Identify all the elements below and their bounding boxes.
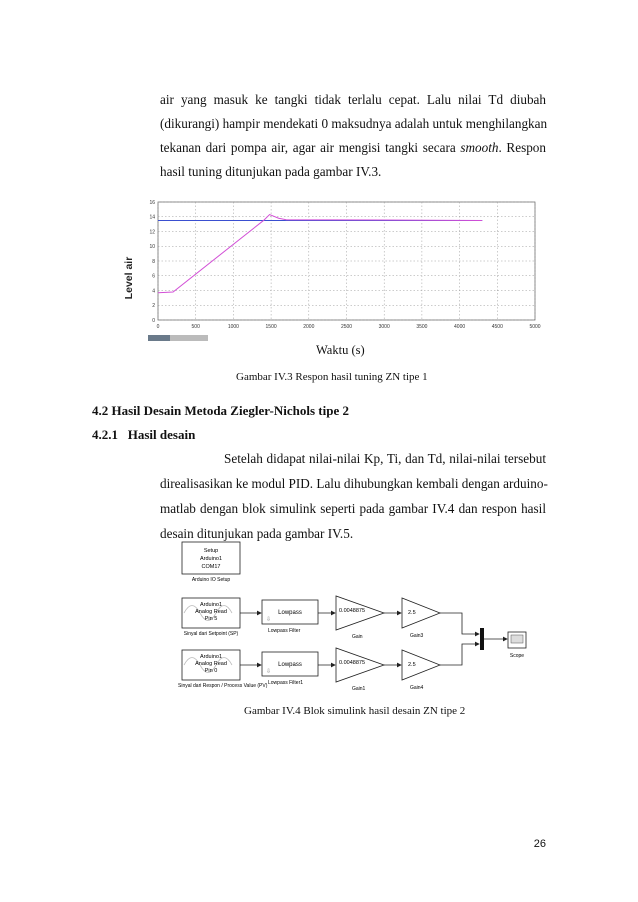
arduino-setup-block xyxy=(182,542,240,583)
y-tick-label: 4 xyxy=(152,288,155,295)
lowpass-label: Lowpass Filter1 xyxy=(268,680,304,686)
x-tick-label: 2000 xyxy=(303,324,315,330)
read-text: Analog Read xyxy=(195,609,227,615)
x-tick-label: 0 xyxy=(156,324,160,330)
gain3-block xyxy=(402,598,440,639)
read-text: Analog Read xyxy=(195,661,227,667)
y-tick-label: 10 xyxy=(149,244,155,251)
text-line: (dikurangi) hampir mendekati 0 maksudnya adalah untuk menghilangkan xyxy=(160,116,548,131)
x-ticks xyxy=(157,324,541,330)
lowpass-filter-2 xyxy=(262,652,318,686)
gain-value: 0.0048875 xyxy=(339,660,365,666)
y-tick-label: 12 xyxy=(149,229,155,236)
lowpass-icon: ⇩ xyxy=(266,617,272,623)
gain-value: 0.0048875 xyxy=(339,608,365,614)
text-line: Setelah didapat nilai-nilai Kp, Ti, dan Td, nilai-nilai tersebut xyxy=(224,451,546,466)
page-number: 26 xyxy=(533,838,546,850)
x-tick-label: 1500 xyxy=(265,324,277,330)
y-tick-label: 8 xyxy=(152,258,155,265)
mux-block xyxy=(480,628,484,650)
gain1-block xyxy=(336,648,384,692)
y-tick-label: 16 xyxy=(149,199,155,206)
read-label: Sinyal dari Setpoint (SP) xyxy=(183,631,239,637)
y-axis-label: Level air xyxy=(123,256,135,300)
gain-label: Gain xyxy=(352,634,363,640)
setup-label: Arduino IO Setup xyxy=(191,577,231,583)
x-axis-label: Waktu (s) xyxy=(316,343,365,357)
y-ticks xyxy=(149,200,155,324)
scope-status-tab xyxy=(148,335,170,341)
text-line: air yang masuk ke tangki tidak terlalu cepat. Lalu nilai Td diubah xyxy=(160,92,546,107)
lowpass-text: Lowpass xyxy=(278,662,302,668)
text-line: desain ditunjukan pada gambar IV.5. xyxy=(160,526,354,541)
setup-text: Setup xyxy=(203,548,219,554)
scope-label: Scope xyxy=(509,653,525,659)
gain-label: Gain1 xyxy=(352,686,366,692)
figure-caption: Gambar IV.3 Respon hasil tuning ZN tipe 1 xyxy=(236,371,428,383)
read-label: Sinyal dari Respon / Process Value (PV) xyxy=(178,683,268,689)
text-line xyxy=(160,140,546,156)
x-tick-label: 1000 xyxy=(227,324,239,330)
scope-block xyxy=(508,632,526,659)
italic-word: smooth xyxy=(460,140,499,155)
y-tick-label: 14 xyxy=(149,214,155,221)
text-line: direalisasikan ke modul PID. Lalu dihubungkan kembali dengan arduino- xyxy=(160,476,548,491)
x-tick-label: 5000 xyxy=(529,324,541,330)
text-line: hasil tuning ditunjukan pada gambar IV.3. xyxy=(160,164,382,179)
read-text: Arduino1 xyxy=(199,602,223,608)
text-span: . Respon xyxy=(498,140,546,155)
setup-text: COM17 xyxy=(201,564,221,570)
x-tick-label: 3000 xyxy=(378,324,390,330)
gain-value: 2.5 xyxy=(408,610,416,616)
lowpass-icon: ⇩ xyxy=(266,669,272,675)
y-tick-label: 2 xyxy=(152,303,155,310)
read-text: Pin 0 xyxy=(204,668,218,674)
lowpass-label: Lowpass Filter xyxy=(268,628,301,634)
text-span: tekanan dari pompa air, agar air mengisi tangki secara xyxy=(160,140,461,155)
y-tick-label: 0 xyxy=(152,317,155,324)
figure-caption: Gambar IV.4 Blok simulink hasil desain ZN tipe 2 xyxy=(244,705,466,717)
read-text: Arduino1 xyxy=(199,654,223,660)
gain4-block xyxy=(402,650,440,691)
x-tick-label: 3500 xyxy=(416,324,428,330)
read-text: Pin 5 xyxy=(204,616,218,622)
x-tick-label: 4000 xyxy=(454,324,466,330)
x-tick-label: 500 xyxy=(191,324,200,330)
lowpass-text: Lowpass xyxy=(278,610,302,616)
section-heading: 4.2 Hasil Desain Metoda Ziegler-Nichols tipe 2 xyxy=(92,403,349,418)
y-tick-label: 6 xyxy=(152,273,155,280)
gain-block xyxy=(336,596,384,640)
gain-value: 2.5 xyxy=(408,662,416,668)
lowpass-filter-1 xyxy=(262,600,318,634)
text-line: matlab dengan blok simulink seperti pada gambar IV.4 dan respon hasil xyxy=(160,501,546,516)
gain-label: Gain3 xyxy=(410,633,424,639)
x-tick-label: 4500 xyxy=(491,324,503,330)
analog-read-block-1 xyxy=(182,598,240,637)
analog-read-block-2 xyxy=(178,650,268,689)
simulink-block-diagram xyxy=(172,536,542,694)
subsection-heading: 4.2.1 Hasil desain xyxy=(92,427,196,442)
level-response-chart xyxy=(120,196,550,346)
setup-text: Arduino1 xyxy=(199,556,223,562)
gain-label: Gain4 xyxy=(410,685,424,691)
x-tick-label: 2500 xyxy=(340,324,353,330)
